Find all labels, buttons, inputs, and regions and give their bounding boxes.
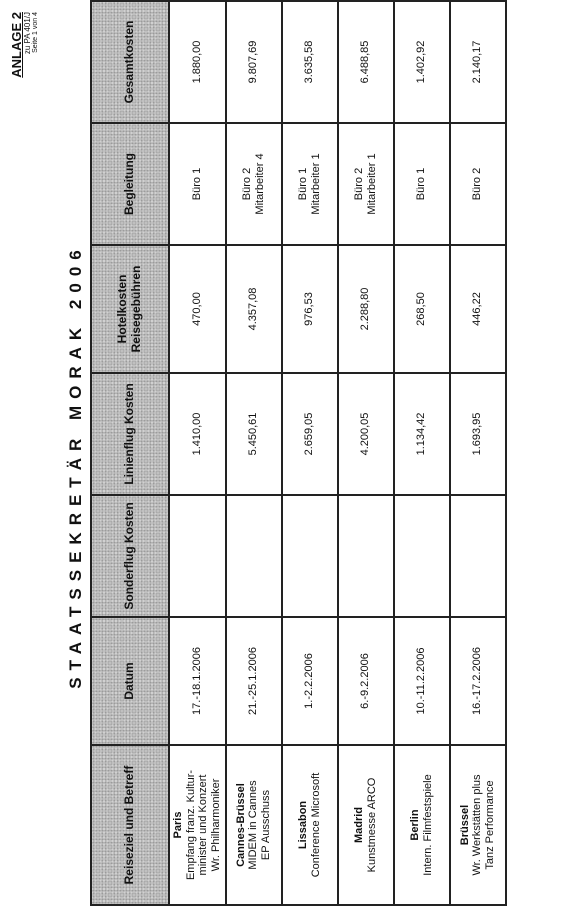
total-cell: 1.402,92: [394, 1, 450, 123]
date-cell: 10.-11.2.2006: [394, 617, 450, 745]
special-flight-cell: [226, 495, 282, 617]
special-flight-cell: [450, 495, 506, 617]
date-cell: 16.-17.2.2006: [450, 617, 506, 745]
destination-name: Lissabon: [296, 800, 309, 850]
hotel-cell: 470,00: [169, 245, 226, 373]
table-row: [394, 1, 450, 905]
escort-cell: [282, 123, 338, 245]
header-date: Datum: [91, 617, 169, 745]
total-cell: 2.140,17: [450, 1, 506, 123]
date-cell: 21.-25.1.2006: [226, 617, 282, 745]
escort-cell: [169, 123, 226, 245]
destination-cell: [226, 745, 282, 905]
special-flight-cell: [338, 495, 394, 617]
special-flight-cell: [394, 495, 450, 617]
escort-line: Büro 1: [415, 167, 428, 201]
destination-cell: [450, 745, 506, 905]
destination-cell: [394, 745, 450, 905]
special-flight-cell: [169, 495, 226, 617]
special-flight-cell: [282, 495, 338, 617]
purpose-line: Wr. Werkstätten plus: [471, 774, 484, 876]
purpose-line: MIDEM in Cannes: [247, 780, 260, 870]
scheduled-flight-cell: 1.693,95: [450, 373, 506, 495]
hotel-cell: 4.357,08: [226, 245, 282, 373]
scheduled-flight-cell: 2.659,05: [282, 373, 338, 495]
total-cell: 9.807,69: [226, 1, 282, 123]
destination-name: Cannes-Brüssel: [234, 783, 247, 867]
total-cell: 3.635,58: [282, 1, 338, 123]
escort-line: Büro 1: [190, 167, 203, 201]
document-title: STAATSSEKRETÄR MORAK 2006: [66, 243, 85, 689]
header-scheduled-flight: Linienflug Kosten: [91, 373, 169, 495]
purpose-line: Kunstmesse ARCO: [365, 777, 378, 873]
hotel-cell: 446,22: [450, 245, 506, 373]
annex-page: Seite 1 von 4: [32, 12, 40, 53]
total-cell: 6.488,85: [338, 1, 394, 123]
table-row: [450, 1, 506, 905]
escort-line: Büro 2: [352, 167, 365, 201]
scheduled-flight-cell: 5.450,61: [226, 373, 282, 495]
destination-cell: [282, 745, 338, 905]
header-total: Gesamtkosten: [91, 1, 169, 123]
destination-name: Paris: [172, 811, 184, 839]
escort-cell: [338, 123, 394, 245]
escort-line: Büro 1: [296, 167, 309, 201]
destination-name: Madrid: [352, 806, 365, 844]
table-row: [338, 1, 394, 905]
destination-name: Berlin: [408, 809, 421, 841]
destination-cell: [338, 745, 394, 905]
scheduled-flight-cell: 4.200,05: [338, 373, 394, 495]
escort-cell: [226, 123, 282, 245]
annex-reference: [10, 12, 39, 78]
header-special-flight: Sonderflug Kosten: [91, 495, 169, 617]
hotel-cell: 268,50: [394, 245, 450, 373]
escort-cell: [450, 123, 506, 245]
table-row: [226, 1, 282, 905]
header-hotel: Hotelkosten Reisegebühren: [91, 245, 169, 373]
table-header-row: [91, 1, 169, 905]
purpose-line: Conference Microsoft: [309, 772, 322, 878]
purpose-line: Wr. Philharmoniker: [209, 778, 222, 872]
table-row: [169, 1, 226, 905]
escort-cell: [394, 123, 450, 245]
destination-cell: [169, 745, 226, 905]
hotel-cell: 976,53: [282, 245, 338, 373]
purpose-line: EP Ausschuss: [259, 789, 272, 861]
table-row: [282, 1, 338, 905]
annex-label: ANLAGE 2: [9, 12, 24, 78]
hotel-cell: 2.288,80: [338, 245, 394, 373]
purpose-line: Tanz Performance: [483, 780, 496, 870]
date-cell: 17.-18.1.2006: [169, 617, 226, 745]
scheduled-flight-cell: 1.134,42: [394, 373, 450, 495]
escort-line: Büro 2: [240, 167, 253, 201]
escort-line: Mitarbeiter 4: [253, 153, 266, 215]
date-cell: 6.-9.2.2006: [338, 617, 394, 745]
destination-name: Brüssel: [458, 804, 471, 846]
header-escort: Begleitung: [91, 123, 169, 245]
total-cell: 1.880,00: [169, 1, 226, 123]
escort-line: Mitarbeiter 1: [365, 153, 378, 215]
escort-line: Mitarbeiter 1: [309, 153, 322, 215]
purpose-line: minister und Konzert: [197, 774, 210, 876]
travel-costs-table: [90, 0, 507, 906]
date-cell: 1.-2.2.2006: [282, 617, 338, 745]
purpose-line: Empfang franz. Kultur-: [184, 769, 197, 881]
scheduled-flight-cell: 1.410,00: [169, 373, 226, 495]
escort-line: Büro 2: [471, 167, 484, 201]
purpose-line: Intern. Filmfestspiele: [421, 774, 434, 876]
header-destination: Reiseziel und Betreff: [91, 745, 169, 905]
annex-ref: zu PA 401/J: [22, 12, 32, 55]
